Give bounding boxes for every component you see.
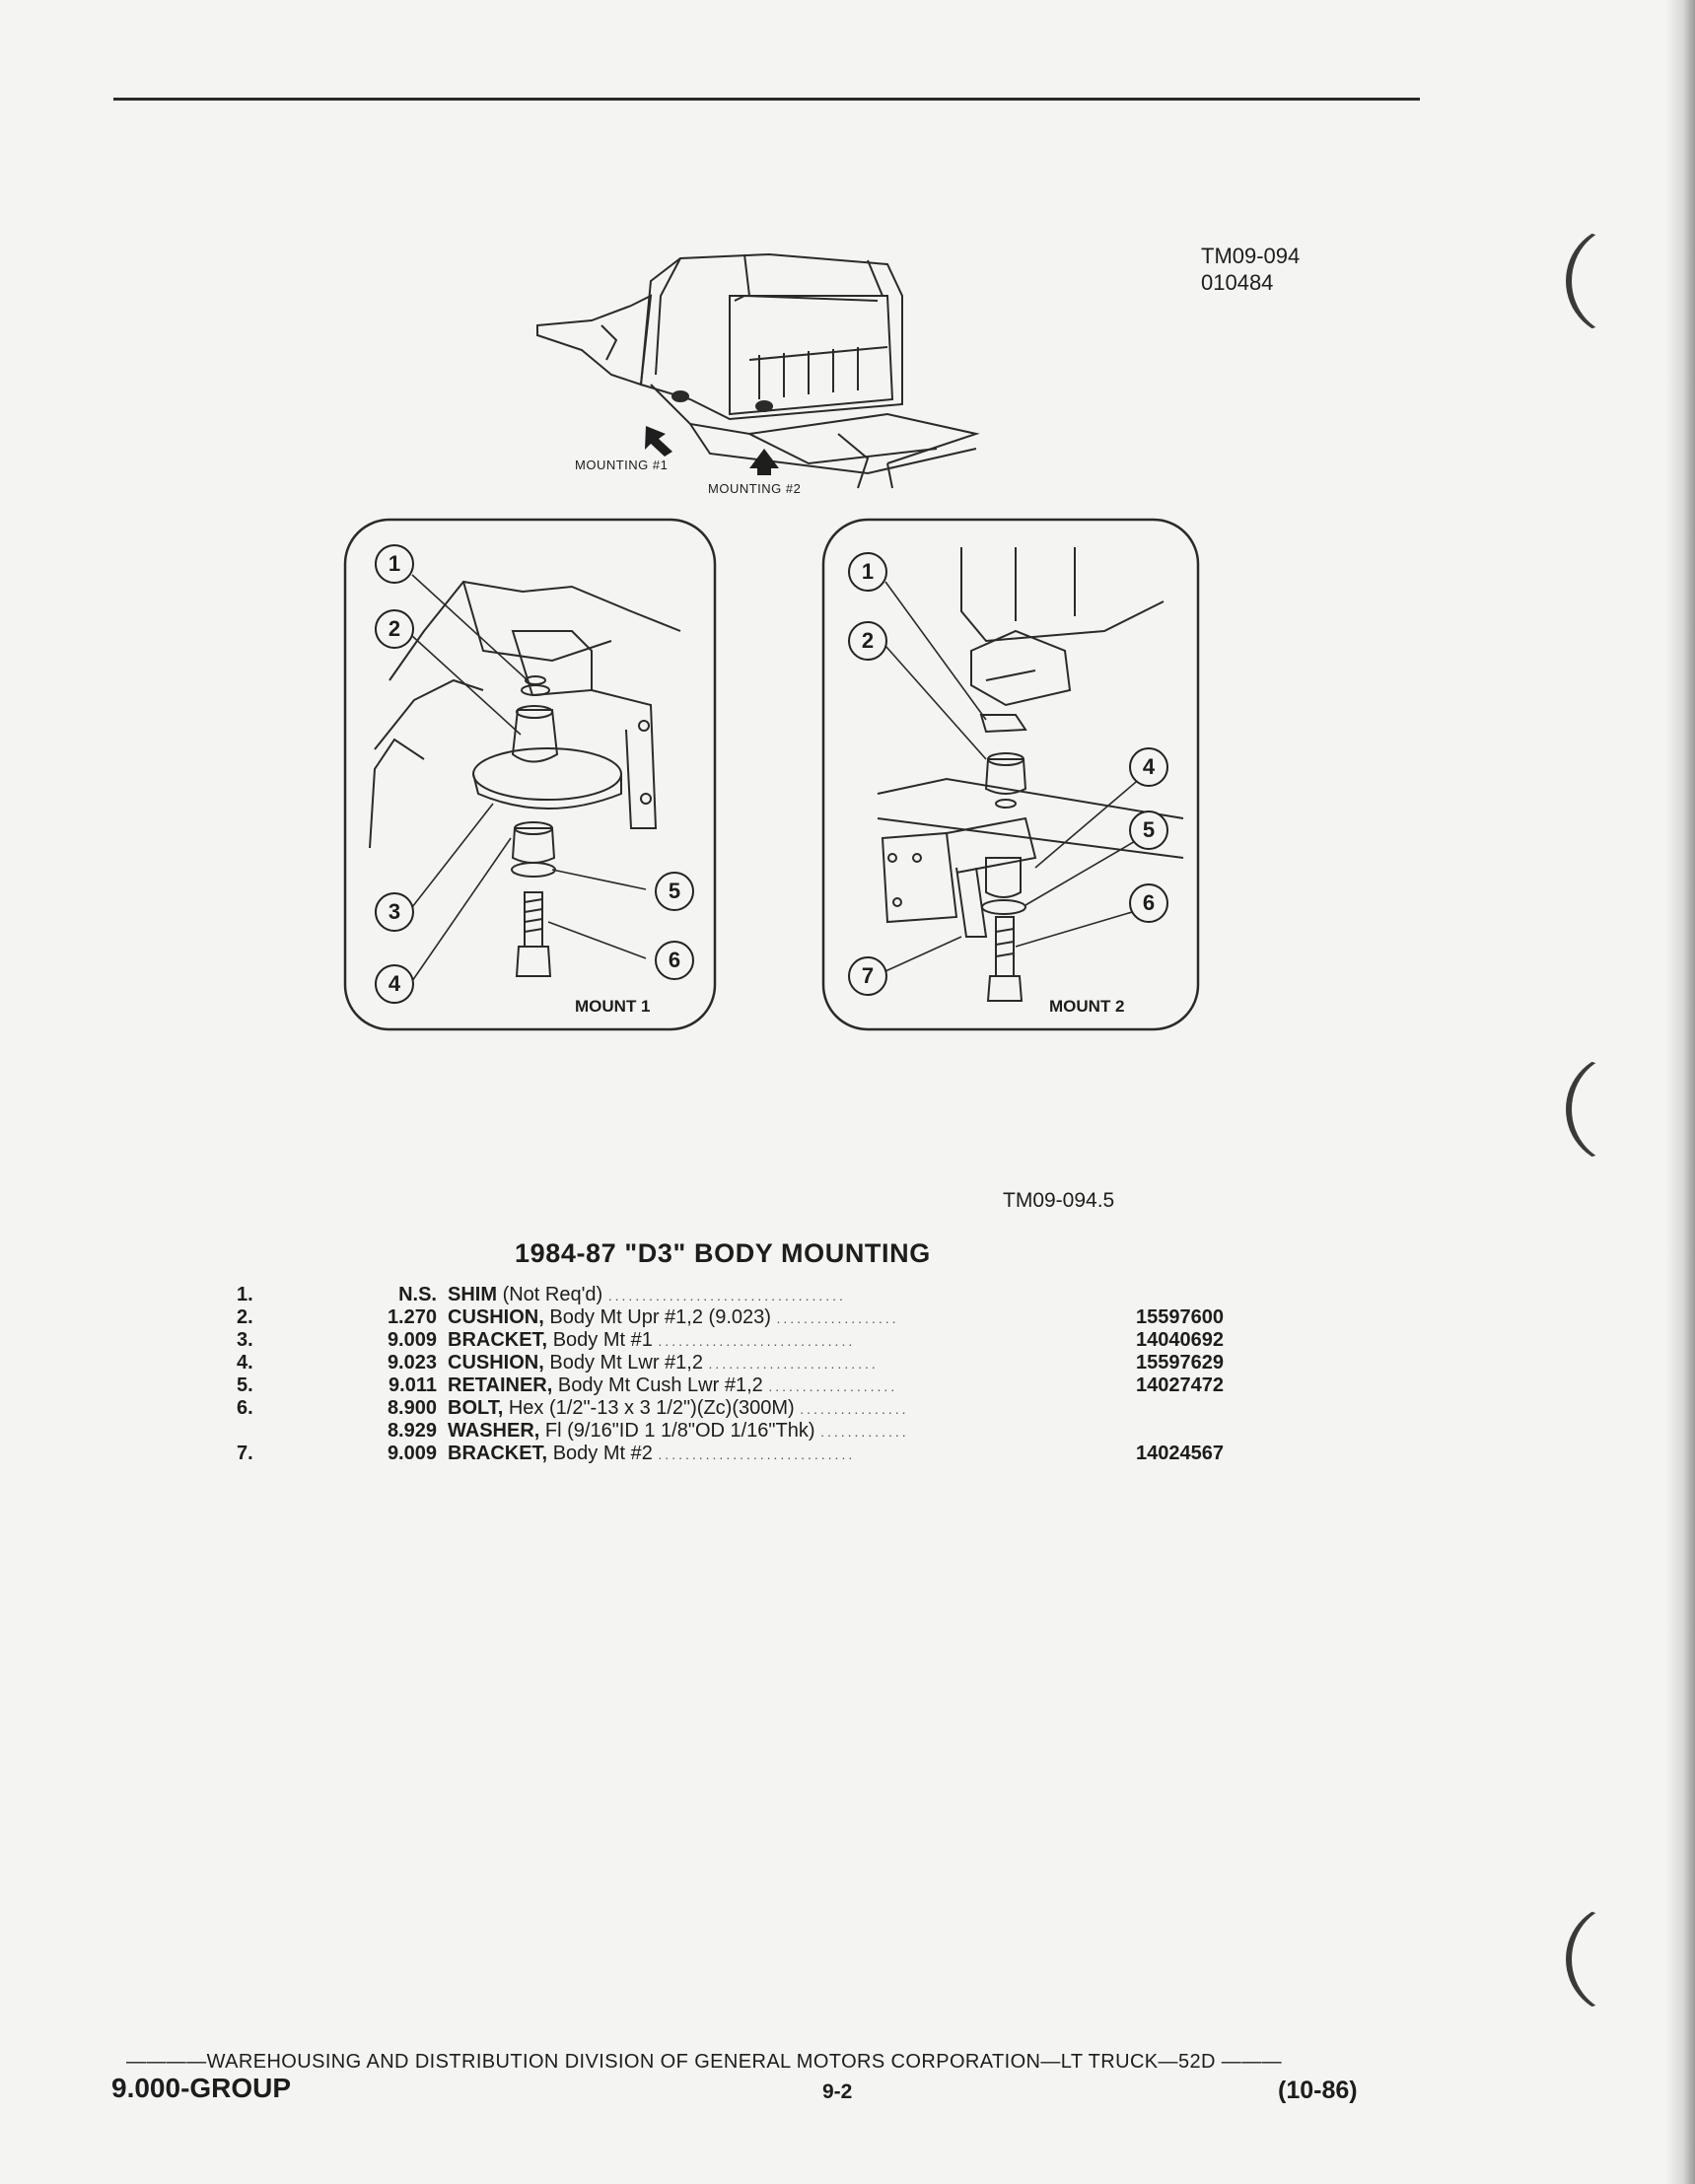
item-number: 6. xyxy=(237,1397,253,1419)
dot-leader: ............................. xyxy=(658,1446,856,1462)
parts-row xyxy=(229,1420,1274,1443)
item-number: 2. xyxy=(237,1306,253,1328)
part-name: RETAINER, xyxy=(448,1374,553,1396)
item-number: 1. xyxy=(237,1284,253,1305)
footer-group: 9.000-GROUP xyxy=(111,2073,292,2103)
mount-2-caption: MOUNT 2 xyxy=(1049,997,1125,1016)
mount-1-callout-6: 6 xyxy=(655,941,694,980)
figure-date-code: 010484 xyxy=(1201,270,1274,295)
parts-list xyxy=(229,1284,1274,1465)
part-name: BOLT, xyxy=(448,1397,504,1419)
dot-leader: ................................... xyxy=(607,1288,846,1303)
part-number: 14024567 xyxy=(1136,1443,1224,1464)
footer-division-line xyxy=(126,2051,1282,2074)
part-spec: Body Mt Cush Lwr #1,2 xyxy=(557,1374,763,1396)
dot-leader: ............................. xyxy=(658,1333,856,1349)
group-number: 1.270 xyxy=(387,1306,437,1328)
part-number: 14027472 xyxy=(1136,1374,1224,1396)
dot-leader: .................. xyxy=(776,1310,899,1326)
figure-id: TM09-094 xyxy=(1201,244,1301,268)
part-spec: Fl (9/16"ID 1 1/8"OD 1/16"Thk) xyxy=(544,1420,815,1442)
group-number: 9.011 xyxy=(388,1374,437,1396)
mount-1-drawing xyxy=(370,582,680,976)
parts-row xyxy=(229,1443,1274,1465)
mount-1-callout-2: 2 xyxy=(375,609,414,649)
parts-row xyxy=(229,1284,1274,1306)
group-number: 9.009 xyxy=(387,1443,437,1464)
overview-label-mounting-2: MOUNTING #2 xyxy=(708,481,802,496)
parts-row xyxy=(229,1352,1274,1374)
group-number: 8.929 xyxy=(387,1420,437,1442)
part-name: SHIM xyxy=(448,1284,497,1305)
mount-2-callout-6: 6 xyxy=(1129,883,1168,923)
part-spec: Body Mt #2 xyxy=(552,1443,653,1464)
mount-2-callout-4: 4 xyxy=(1129,747,1168,787)
dot-leader: ......................... xyxy=(708,1356,879,1372)
footer-rule-right: ——— xyxy=(1215,2051,1283,2073)
footer-division: WAREHOUSING AND DISTRIBUTION DIVISION OF GENERAL MOTORS CORPORATION—LT TRUCK—52D xyxy=(206,2051,1216,2073)
part-spec: Body Mt #1 xyxy=(552,1329,653,1351)
parts-row xyxy=(229,1306,1274,1329)
mount-2-callout-5: 5 xyxy=(1129,810,1168,850)
dot-leader: ................ xyxy=(800,1401,909,1417)
mount-1-callout-1: 1 xyxy=(375,544,414,584)
parts-row xyxy=(229,1329,1274,1352)
mount-1-callout-3: 3 xyxy=(375,892,414,932)
footer-page-number: 9-2 xyxy=(822,2080,853,2103)
part-number: 14040692 xyxy=(1136,1329,1224,1351)
footer-rule-left: ———— xyxy=(126,2051,207,2073)
parts-row xyxy=(229,1374,1274,1397)
part-description xyxy=(448,1284,1335,1307)
group-number: 8.900 xyxy=(387,1397,437,1419)
item-number: 4. xyxy=(237,1352,253,1374)
binder-hole-bottom xyxy=(1566,1903,1631,2015)
part-name: BRACKET, xyxy=(448,1329,548,1351)
mount-1-caption: MOUNT 1 xyxy=(575,997,651,1016)
section-title: 1984-87 "D3" BODY MOUNTING xyxy=(515,1238,931,1268)
part-name: CUSHION, xyxy=(448,1352,544,1374)
part-spec: Hex (1/2"-13 x 3 1/2")(Zc)(300M) xyxy=(508,1397,795,1419)
mounting-1-arrow xyxy=(645,426,672,457)
group-number: N.S. xyxy=(398,1284,437,1305)
part-name: WASHER, xyxy=(448,1420,540,1442)
mount-1-callout-4: 4 xyxy=(375,964,414,1004)
group-number: 9.023 xyxy=(387,1352,437,1374)
group-number: 9.009 xyxy=(387,1329,437,1351)
part-number: 15597600 xyxy=(1136,1306,1224,1328)
mount-1-leaders xyxy=(412,575,646,981)
part-name: BRACKET, xyxy=(448,1443,548,1464)
mount-2-callout-1: 1 xyxy=(848,552,887,592)
mount-1-callout-5: 5 xyxy=(655,872,694,911)
figure-ref-id: TM09-094.5 xyxy=(1003,1189,1115,1212)
part-number: 15597629 xyxy=(1136,1352,1224,1374)
item-number: 5. xyxy=(237,1374,253,1396)
dot-leader: ............. xyxy=(820,1424,909,1440)
parts-row xyxy=(229,1397,1274,1420)
part-description xyxy=(448,1397,1335,1421)
item-number: 3. xyxy=(237,1329,253,1351)
item-number: 7. xyxy=(237,1443,253,1464)
dot-leader: ................... xyxy=(768,1378,898,1394)
part-name: CUSHION, xyxy=(448,1306,544,1328)
overview-label-mounting-1: MOUNTING #1 xyxy=(575,458,669,472)
part-spec: Body Mt Lwr #1,2 xyxy=(549,1352,703,1374)
part-spec: (Not Req'd) xyxy=(502,1284,603,1305)
mount-2-callout-7: 7 xyxy=(848,956,887,996)
truck-cab-overview xyxy=(537,254,976,488)
footer-date: (10-86) xyxy=(1278,2077,1358,2104)
mount-2-callout-2: 2 xyxy=(848,621,887,661)
part-spec: Body Mt Upr #1,2 (9.023) xyxy=(549,1306,771,1328)
part-description xyxy=(448,1420,1335,1444)
